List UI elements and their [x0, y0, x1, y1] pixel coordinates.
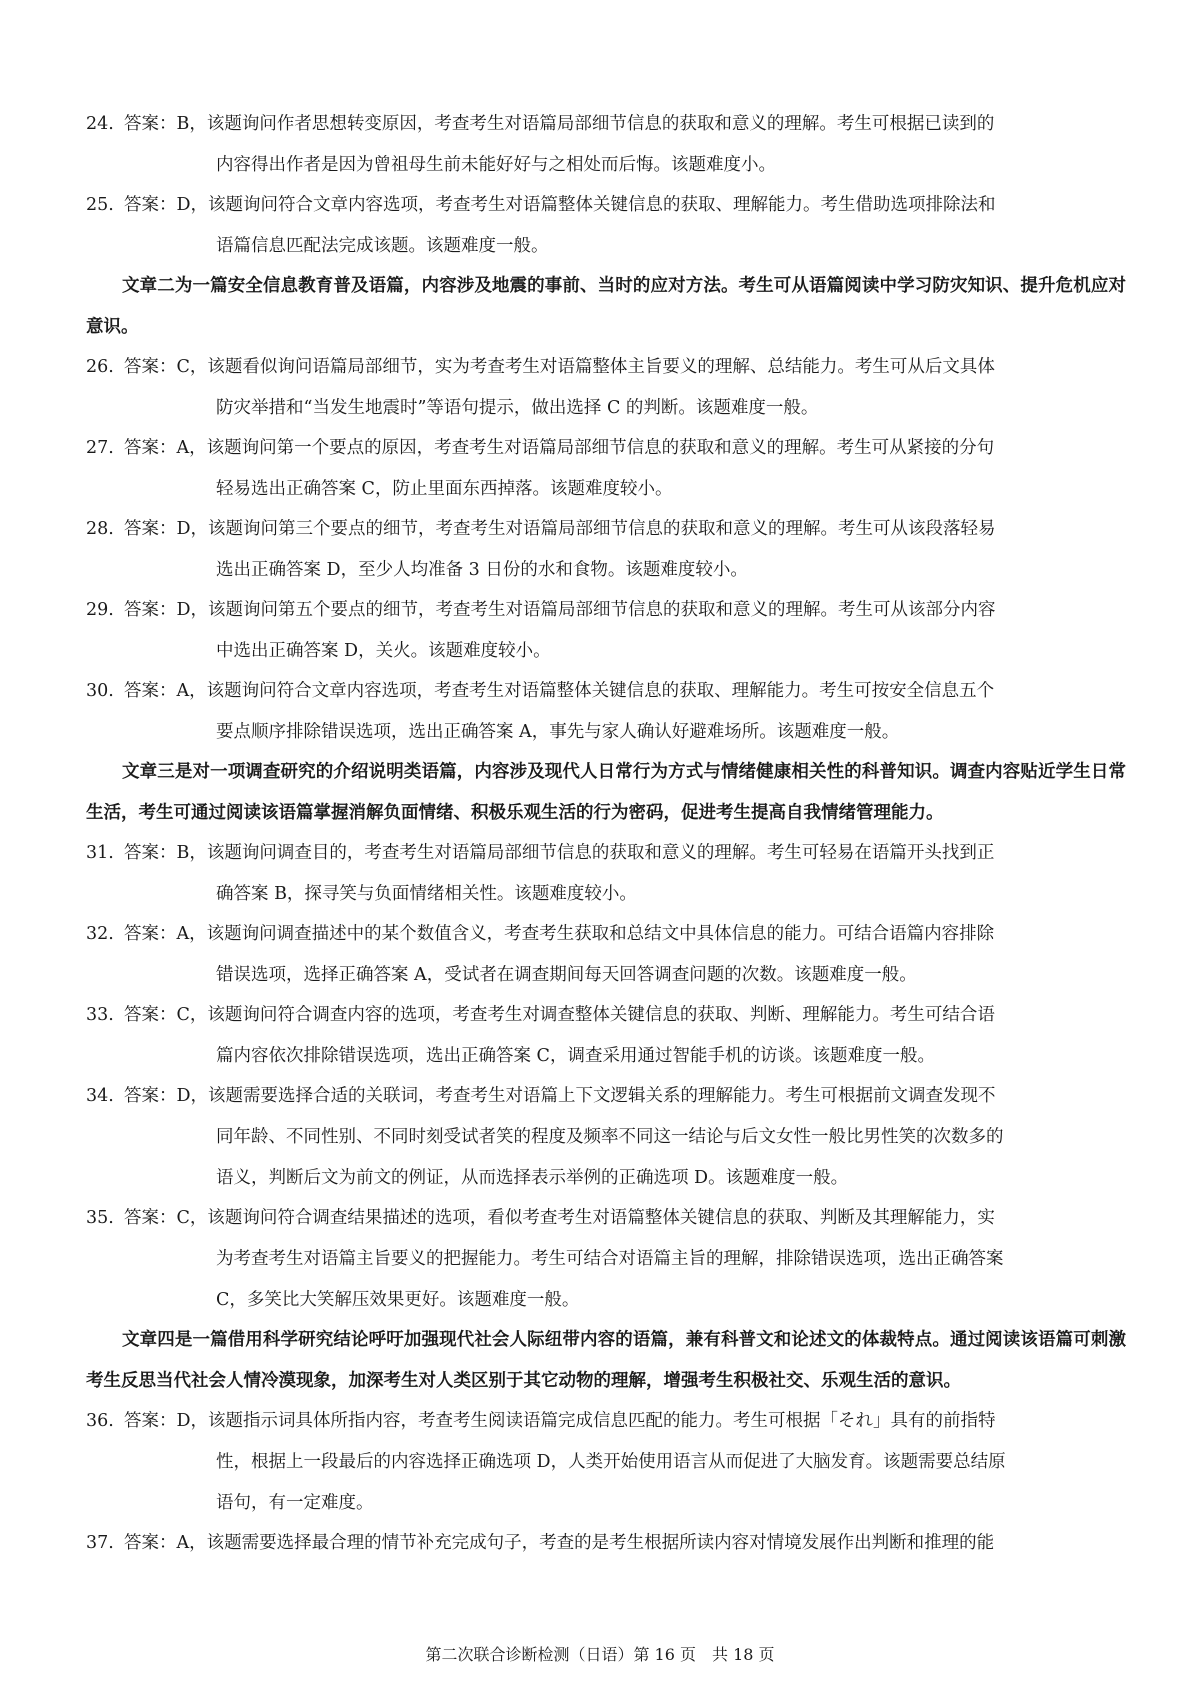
item-number: 27.	[86, 438, 114, 458]
item-text-line: C，该题看似询问语篇局部细节，实为考查考生对语篇整体主旨要义的理解、总结能力。考生可从后文具体	[176, 357, 995, 377]
item-text-cont: 内容得出作者是因为曾祖母生前未能好好与之相处而后悔。该题难度小。	[216, 155, 776, 175]
answer-item-31	[86, 833, 1126, 915]
item-text-cont: 错误选项，选择正确答案 A，受试者在调查期间每天回答调查问题的次数。该题难度一般。	[216, 965, 917, 985]
item-text-line: C，该题询问符合调查内容的选项，考查考生对调查整体关键信息的获取、判断、理解能力。考生可结合语	[176, 1005, 995, 1025]
item-text-line: A，该题需要选择最合理的情节补充完成句子，考查的是考生根据所读内容对情境发展作出判断和推理的能	[176, 1533, 995, 1553]
item-text-cont: 轻易选出正确答案 C，防止里面东西掉落。该题难度较小。	[216, 479, 673, 499]
item-number: 36.	[86, 1411, 114, 1431]
answer-item-36	[86, 1401, 1126, 1524]
answer-item-34	[86, 1076, 1126, 1199]
item-text-line: D，该题需要选择合适的关联词，考查考生对语篇上下文逻辑关系的理解能力。考生可根据前文调查发现不	[176, 1086, 996, 1106]
item-text-cont: C，多笑比大笑解压效果更好。该题难度一般。	[216, 1290, 580, 1310]
answer-label: 答案：	[124, 438, 177, 458]
item-text-line: B，该题询问调查目的，考查考生对语篇局部细节信息的获取和意义的理解。考生可轻易在语篇开头找到正	[176, 843, 995, 863]
answer-label: 答案：	[124, 195, 177, 215]
article-2-intro: 文章二为一篇安全信息教育普及语篇，内容涉及地震的事前、当时的应对方法。考生可从语篇阅读中学习防灾知识、提升危机应对意识。	[86, 276, 1126, 337]
answer-label: 答案：	[124, 681, 177, 701]
answer-label: 答案：	[124, 1005, 177, 1025]
answer-item-24	[86, 104, 1126, 186]
item-text-cont: 为考查考生对语篇主旨要义的把握能力。考生可结合对语篇主旨的理解，排除错误选项，选出正确答案	[216, 1249, 1004, 1269]
item-text-line: D，该题指示词具体所指内容，考查考生阅读语篇完成信息匹配的能力。考生可根据「それ」具有的前指特	[176, 1411, 996, 1431]
page-footer: 第二次联合诊断检测（日语）第 16 页 共 18 页	[425, 1645, 775, 1664]
item-text-line: B，该题询问作者思想转变原因，考查考生对语篇局部细节信息的获取和意义的理解。考生可根据已读到的	[176, 114, 995, 134]
item-text-line: D，该题询问符合文章内容选项，考查考生对语篇整体关键信息的获取、理解能力。考生借助选项排除法和	[176, 195, 996, 215]
answer-label: 答案：	[124, 1411, 177, 1431]
answer-label: 答案：	[124, 1208, 177, 1228]
item-number: 32.	[86, 924, 114, 944]
item-number: 34.	[86, 1086, 114, 1106]
item-text-line: A，该题询问调查描述中的某个数值含义，考查考生获取和总结文中具体信息的能力。可结合语篇内容排除	[176, 924, 995, 944]
item-number: 24.	[86, 114, 114, 134]
answer-label: 答案：	[124, 924, 177, 944]
item-text-line: A，该题询问符合文章内容选项，考查考生对语篇整体关键信息的获取、理解能力。考生可按安全信息五个	[176, 681, 995, 701]
item-number: 37.	[86, 1533, 114, 1553]
item-text-line: C，该题询问符合调查结果描述的选项，看似考查考生对语篇整体关键信息的获取、判断及其理解能力，实	[176, 1208, 995, 1228]
answer-label: 答案：	[124, 1533, 177, 1553]
item-text-cont: 中选出正确答案 D，关火。该题难度较小。	[216, 641, 551, 661]
answer-label: 答案：	[124, 1086, 177, 1106]
item-number: 28.	[86, 519, 114, 539]
answer-item-26	[86, 347, 1126, 429]
item-text-cont: 语篇信息匹配法完成该题。该题难度一般。	[216, 236, 549, 256]
answer-item-27	[86, 428, 1126, 510]
answer-item-25	[86, 185, 1126, 267]
item-text-line: D，该题询问第三个要点的细节，考查考生对语篇局部细节信息的获取和意义的理解。考生可从该段落轻易	[176, 519, 996, 539]
item-text-cont: 篇内容依次排除错误选项，选出正确答案 C，调查采用通过智能手机的访谈。该题难度一般。	[216, 1046, 935, 1066]
answer-explanations	[86, 104, 1126, 1563]
item-number: 25.	[86, 195, 114, 215]
article-3-intro: 文章三是对一项调查研究的介绍说明类语篇，内容涉及现代人日常行为方式与情绪健康相关性的科普知识。调查内容贴近学生日常生活，考生可通过阅读该语篇掌握消解负面情绪、积极乐观生活的行为密码，促进考生提高自我情绪管理能力。	[86, 762, 1126, 823]
answer-item-29	[86, 590, 1126, 672]
item-text-cont: 要点顺序排除错误选项，选出正确答案 A，事先与家人确认好避难场所。该题难度一般。	[216, 722, 900, 742]
item-text-cont: 防灾举措和“当发生地震时”等语句提示，做出选择 C 的判断。该题难度一般。	[216, 398, 819, 418]
item-number: 35.	[86, 1208, 114, 1228]
item-number: 29.	[86, 600, 114, 620]
article-4-intro: 文章四是一篇借用科学研究结论呼吁加强现代社会人际纽带内容的语篇，兼有科普文和论述文的体裁特点。通过阅读该语篇可刺激考生反思当代社会人情冷漠现象，加深考生对人类区别于其它动物的理解，增强考生积极社交、乐观生活的意识。	[86, 1330, 1126, 1391]
item-number: 26.	[86, 357, 114, 377]
answer-item-28	[86, 509, 1126, 591]
answer-label: 答案：	[124, 843, 177, 863]
item-text-cont: 同年龄、不同性别、不同时刻受试者笑的程度及频率不同这一结论与后文女性一般比男性笑的次数多的	[216, 1127, 1004, 1147]
answer-item-35	[86, 1198, 1126, 1321]
item-text-cont: 确答案 B，探寻笑与负面情绪相关性。该题难度较小。	[216, 884, 637, 904]
answer-item-37	[86, 1523, 1126, 1564]
answer-item-33	[86, 995, 1126, 1077]
item-text-line: D，该题询问第五个要点的细节，考查考生对语篇局部细节信息的获取和意义的理解。考生可从该部分内容	[176, 600, 996, 620]
answer-item-32	[86, 914, 1126, 996]
answer-label: 答案：	[124, 519, 177, 539]
item-number: 31.	[86, 843, 114, 863]
item-text-cont: 语义，判断后文为前文的例证，从而选择表示举例的正确选项 D。该题难度一般。	[216, 1168, 849, 1188]
item-text-cont: 语句，有一定难度。	[216, 1493, 374, 1513]
item-text-line: A，该题询问第一个要点的原因，考查考生对语篇局部细节信息的获取和意义的理解。考生可从紧接的分句	[176, 438, 995, 458]
item-number: 30.	[86, 681, 114, 701]
item-text-cont: 选出正确答案 D，至少人均准备 3 日份的水和食物。该题难度较小。	[216, 560, 748, 580]
item-text-cont: 性，根据上一段最后的内容选择正确选项 D，人类开始使用语言从而促进了大脑发育。该题需要总结原	[216, 1452, 1006, 1472]
answer-label: 答案：	[124, 114, 177, 134]
item-number: 33.	[86, 1005, 114, 1025]
answer-label: 答案：	[124, 600, 177, 620]
answer-item-30	[86, 671, 1126, 753]
answer-label: 答案：	[124, 357, 177, 377]
